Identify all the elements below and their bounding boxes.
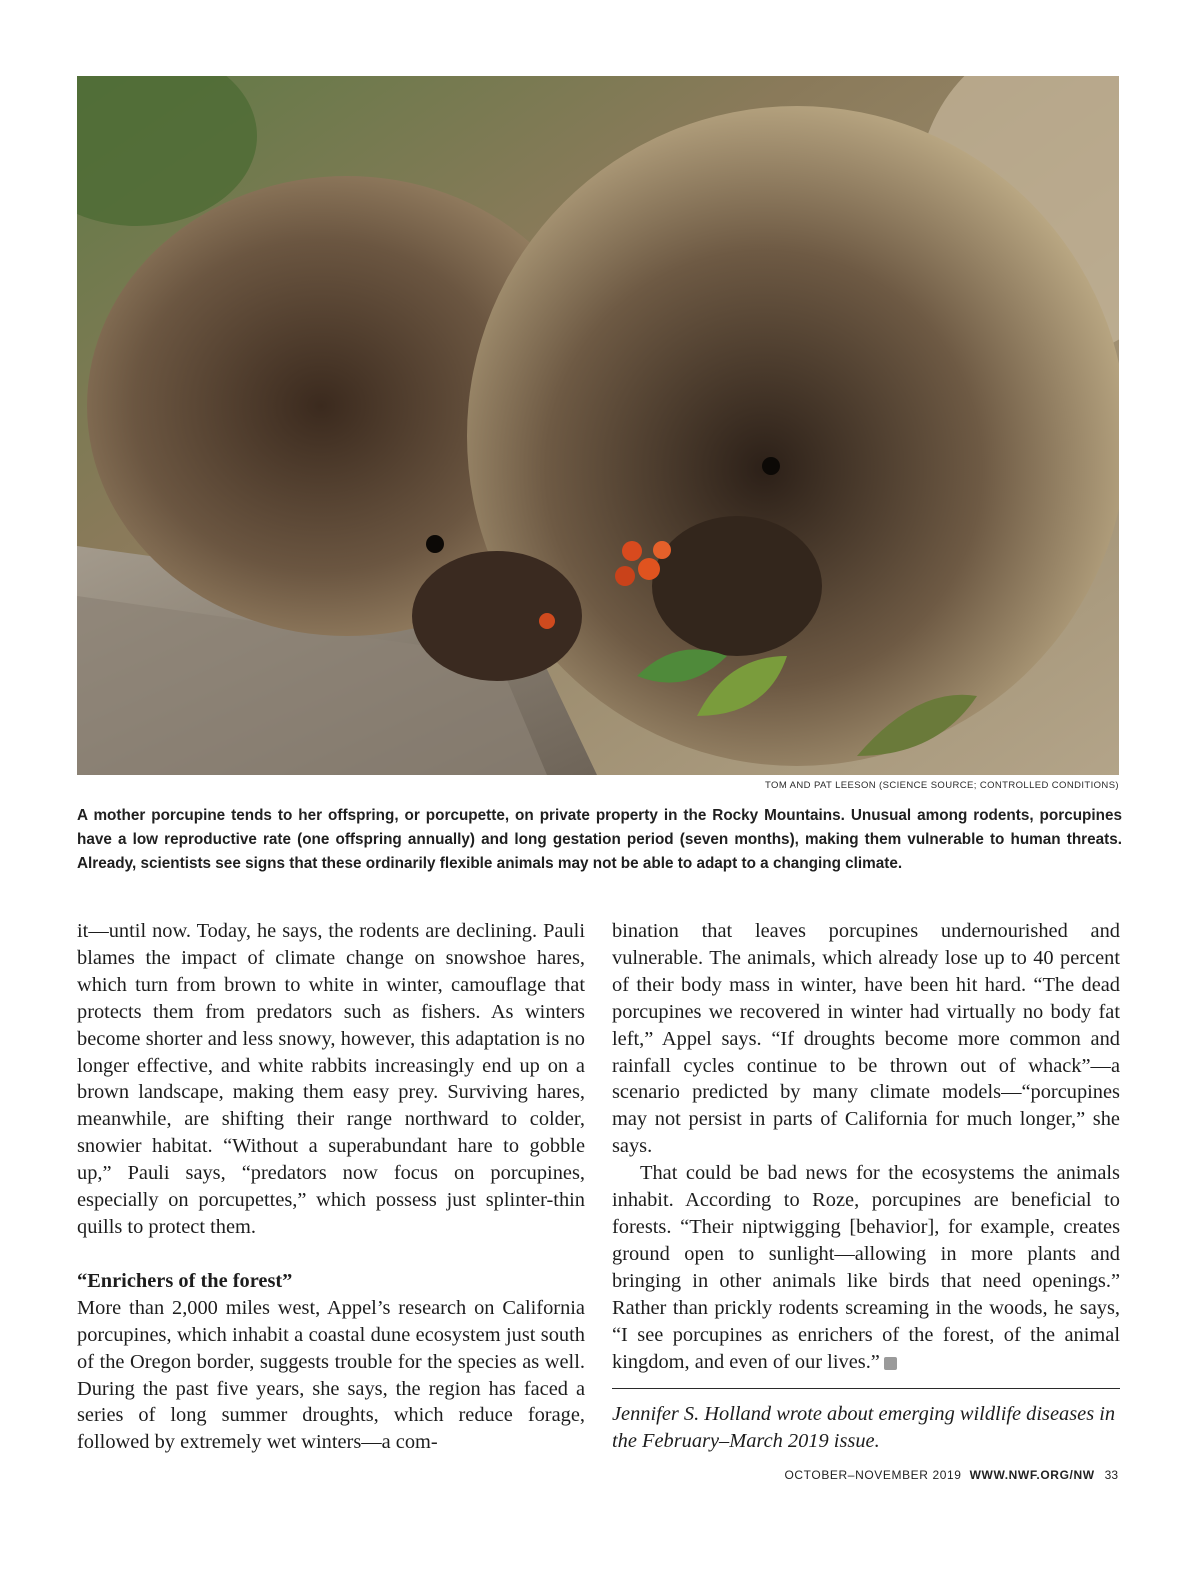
body-text: bination that leaves porcupines undernourished and vulnerable. The animals, which already lose up to 40 percent of their body mass in winter, have been hit hard. “The dead porcupines we recovered in winter had virtually no body fat left,” Appel says. “If droughts become more common and rainfall cycles continue to be thrown out of whack”—a scenario predicted by many climate models—“porcupines may not persist in parts of California for much longer,” she says.: [612, 920, 1120, 1158]
body-paragraph: More than 2,000 miles west, Appel’s research on California porcupines, which inhabit a coastal dune ecosystem just south of the Oregon border, suggests trouble for the species as well. During the past five years, she says, the region has faced a series of long summer droughts, which reduce forage, followed by extremely wet winters—a com-: [77, 1296, 585, 1454]
body-paragraph: it—until now. Today, he says, the rodents are declining. Pauli blames the impact of climate change on snowshoe hares, which turn from brown to white in winter, camouflage that protects them from predators such as fishers. As winters become shorter and less snowy, however, this adaptation is no longer effective, and white rabbits increasingly end up on a brown landscape, making them easy prey. Surviving hares, meanwhile, are shifting their range northward to colder, snowier habitat. “Without a superabundant hare to gobble up,” Pauli says, “predators now focus on porcupines, especially on porcupettes,” which possess just splinter-thin quills to protect them.: [77, 920, 585, 1238]
page-number: 33: [1104, 1468, 1118, 1482]
porcupine-photo: [77, 76, 1119, 775]
porcupine-illustration: [77, 76, 1119, 775]
body-text: That could be bad news for the ecosystems the animals inhabit. According to Roze, porcupines are beneficial to forests. “Their niptwigging [behavior], for example, creates ground open to sunlight—allowing in more plants and bringing in other animals like birds that need openings.” Rather than prickly rodents screaming in the woods, he says, “I see porcupines as enrichers of the forest, of the animal kingdom, and even of our lives.”: [612, 1162, 1120, 1373]
article-column-left: [77, 918, 585, 1456]
issue-date: OCTOBER–NOVEMBER 2019: [784, 1468, 962, 1482]
photo-credit: TOM AND PAT LEESON (SCIENCE SOURCE; CONTROLLED CONDITIONS): [765, 780, 1119, 791]
body-paragraph: [612, 918, 1120, 1160]
section-subhead: “Enrichers of the forest”: [77, 1269, 293, 1292]
end-mark-icon: W: [884, 1357, 897, 1370]
photo-caption: A mother porcupine tends to her offspring, or porcupette, on private property in the Rocky Mountains. Unusual among rodents, porcupines have a low reproductive rate (one offspring annually) and long gestation period (seven months), making them vulnerable to human threats. Already, scientists see signs that these ordinarily flexible animals may not be able to adapt to a changing climate.: [77, 807, 1122, 872]
author-bio: Jennifer S. Holland wrote about emerging wildlife diseases in the February–March 2019 issue.: [612, 1403, 1116, 1453]
divider: [612, 1388, 1120, 1389]
website-link[interactable]: WWW.NWF.ORG/NW: [969, 1468, 1095, 1482]
page-footer: [784, 1468, 1118, 1482]
article-column-right: [612, 918, 1120, 1455]
body-paragraph: [612, 1160, 1120, 1375]
